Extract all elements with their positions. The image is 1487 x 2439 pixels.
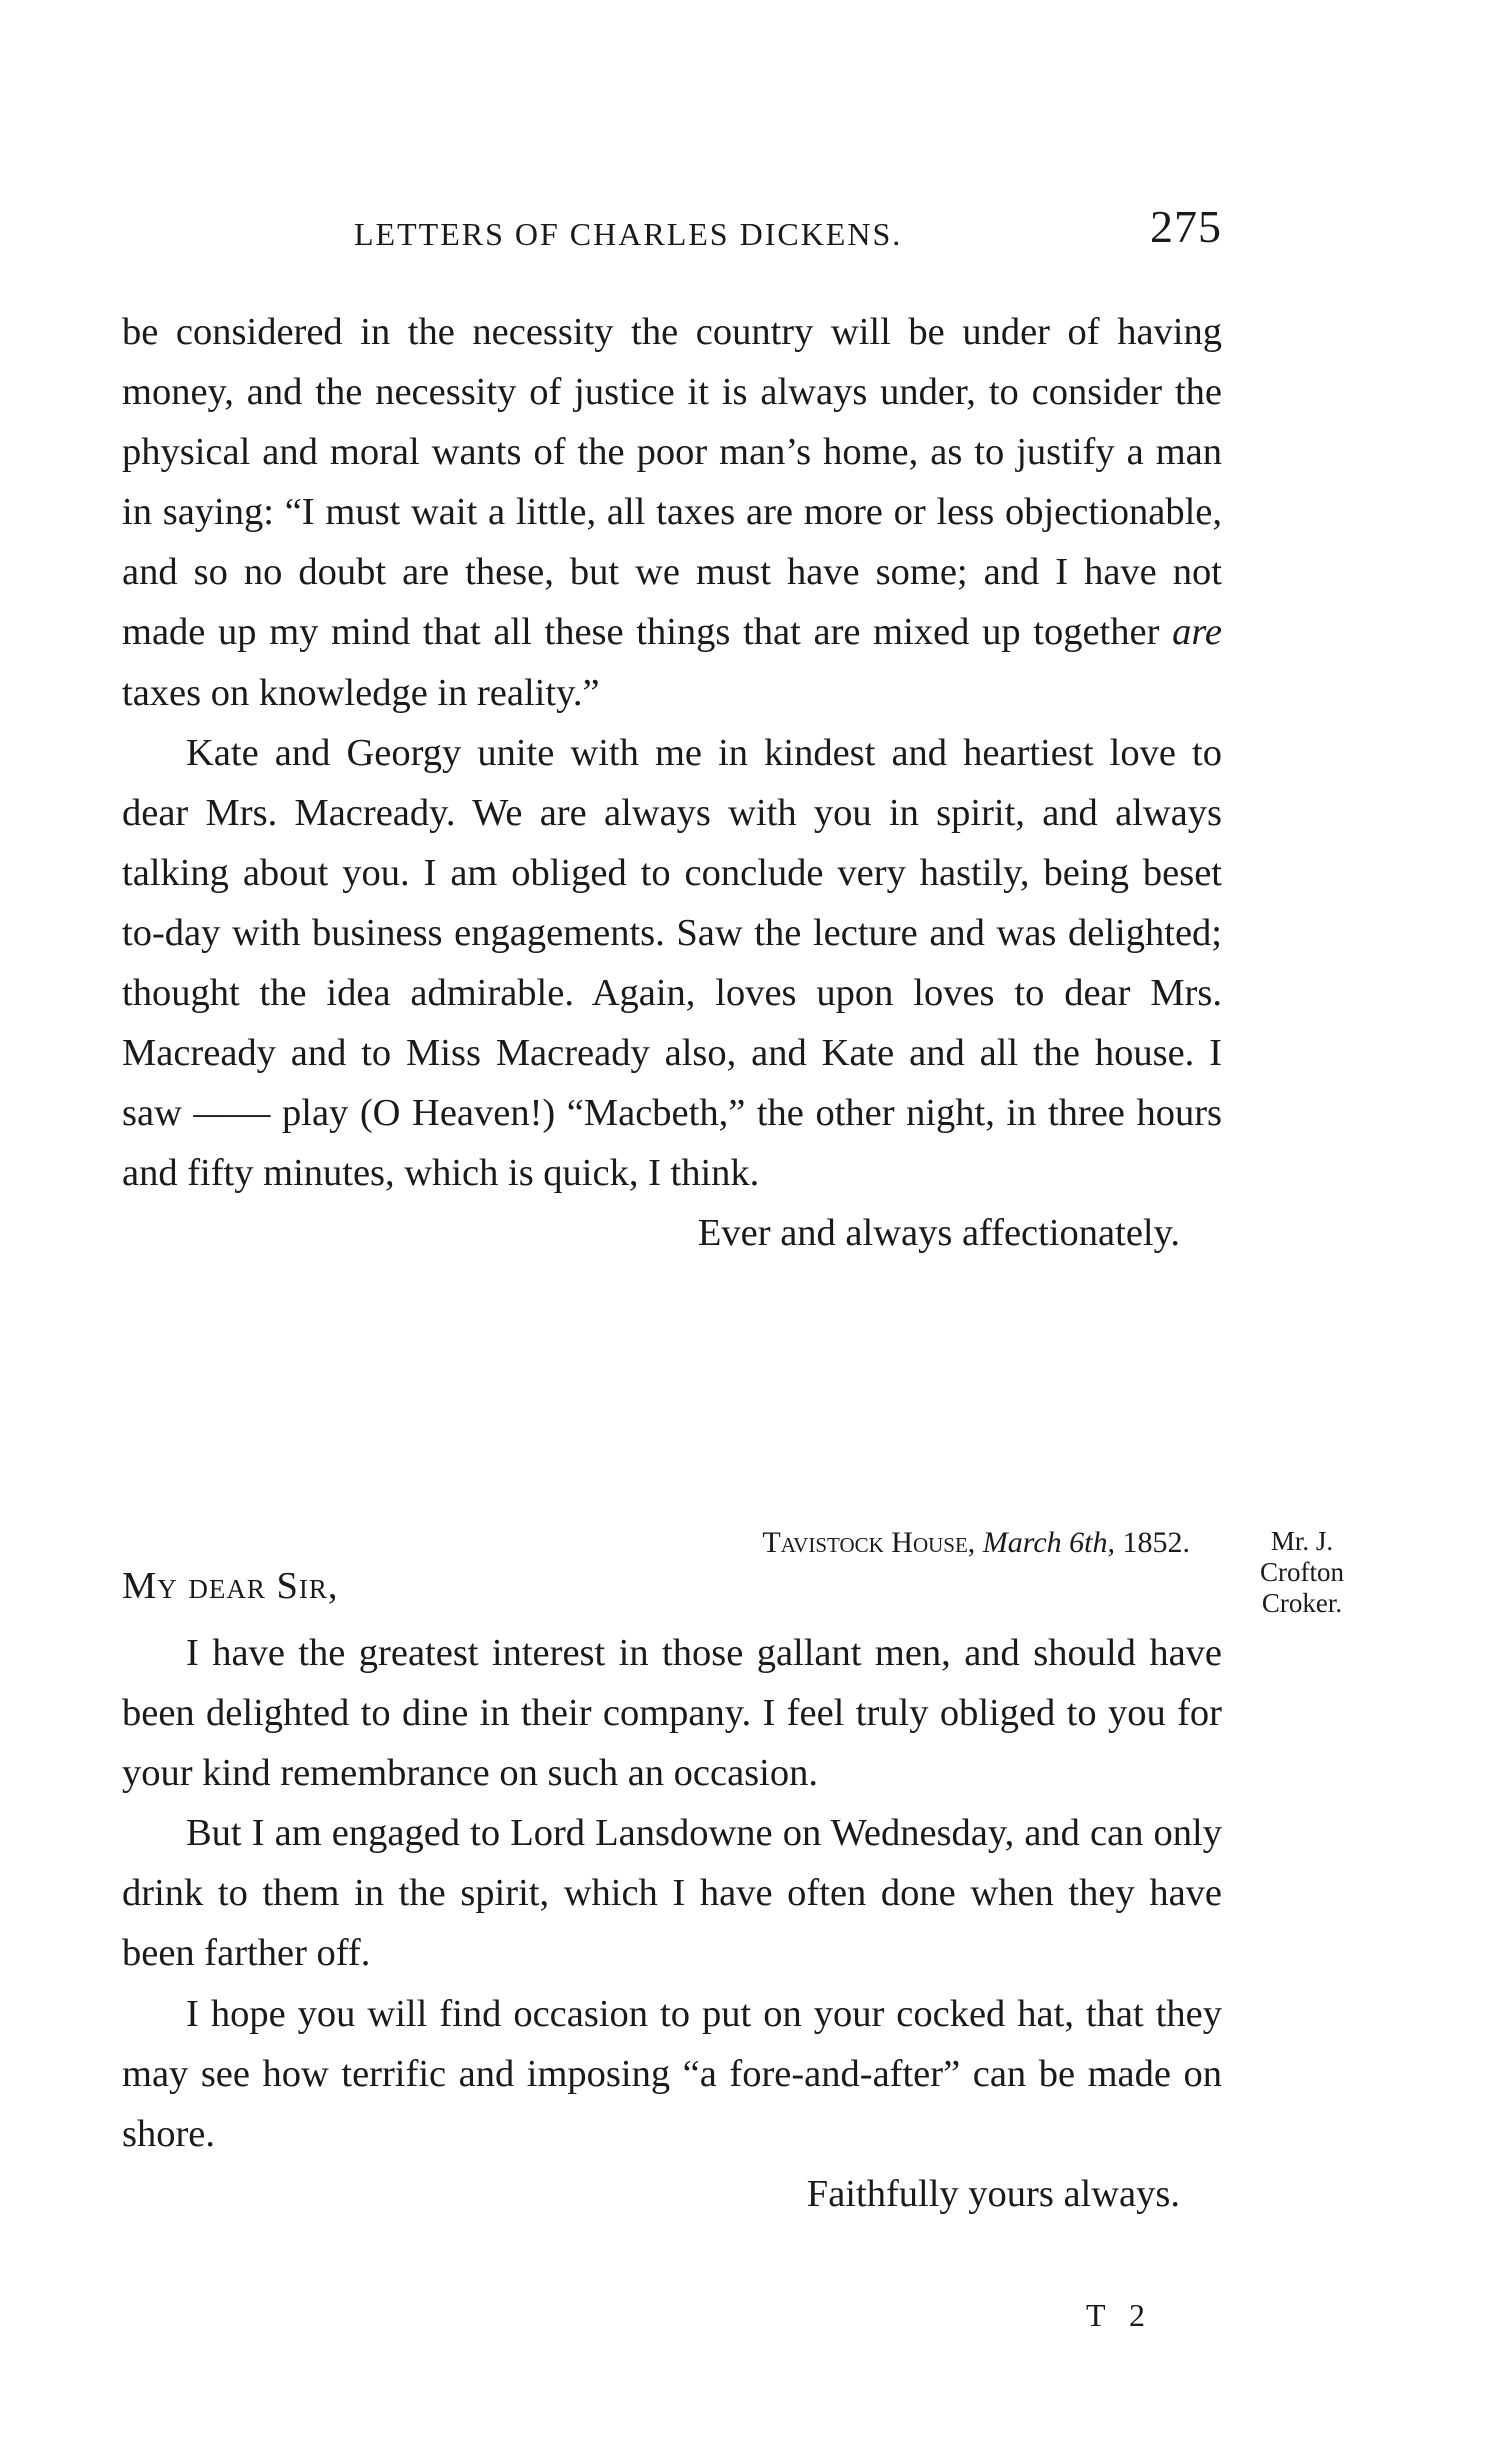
letter-2-dateline [122,1526,1190,1560]
signature-mark: T 2 [1086,2297,1153,2333]
letter-1-emphasis: are [1172,611,1222,654]
letter-1-paragraph-1 [122,302,1222,723]
page-number: 275 [1150,201,1222,252]
letter-1-paragraph-1-end: taxes on knowledge in reality.” [122,671,600,714]
letter-2-salutation: My dear Sir, [122,1565,339,1607]
running-head [122,200,1222,260]
dateline-place: Tavistock House, [762,1526,976,1559]
dateline-date: March 6th, [982,1526,1115,1559]
letter-1-paragraph-1-text: be considered in the necessity the country will be under of having money, and the necessity of justice it is always under, to consider the physical and moral wants of the poor man’s home, as to justify a man in saying: “I must wait a little, all taxes are more or less objectionable, and so no doubt are these, but we must have some; and I have not made up my mind that all these things that are mixed up together [122,311,1222,654]
recipient-margin-note: Mr. J. Crofton Croker. [1260,1526,1344,1618]
letter-1-closing: Ever and always affectionately. [697,1212,1180,1255]
letter-2-paragraph-3: I hope you will find occasion to put on your cocked hat, that they may see how terrific and imposing “a fore-and-after” can be made on shore. [122,1992,1222,2155]
running-title: LETTERS OF CHARLES DICKENS. [354,216,903,252]
letter-2-paragraph-1: I have the greatest interest in those gallant men, and should have been delighted to dine in their company. I feel truly obliged to you for your kind remembrance on such an occasion. [122,1632,1222,1795]
letter-1-body [122,302,1222,1264]
letter-2-closing: Faithfully yours always. [806,2172,1180,2215]
letter-2-paragraph-2: But I am engaged to Lord Lansdowne on Wednesday, and can only drink to them in the spirit, which I have often done when they have been farther off. [122,1812,1222,1975]
letter-2-body [122,1623,1222,2224]
dateline-year: 1852. [1115,1526,1190,1559]
letter-1-paragraph-2: Kate and Georgy unite with me in kindest and heartiest love to dear Mrs. Macready. We are always with you in spirit, and always talking about you. I am obliged to conclude very hastily, being beset to-day with business engagements. Saw the lecture and was delighted; thought the idea admirable. Again, loves upon loves to dear Mrs. Macready and to Miss Macready also, and Kate and all the house. I saw —— play (O Heaven!) “Macbeth,” the other night, in three hours and fifty minutes, which is quick, I think. [122,731,1222,1195]
